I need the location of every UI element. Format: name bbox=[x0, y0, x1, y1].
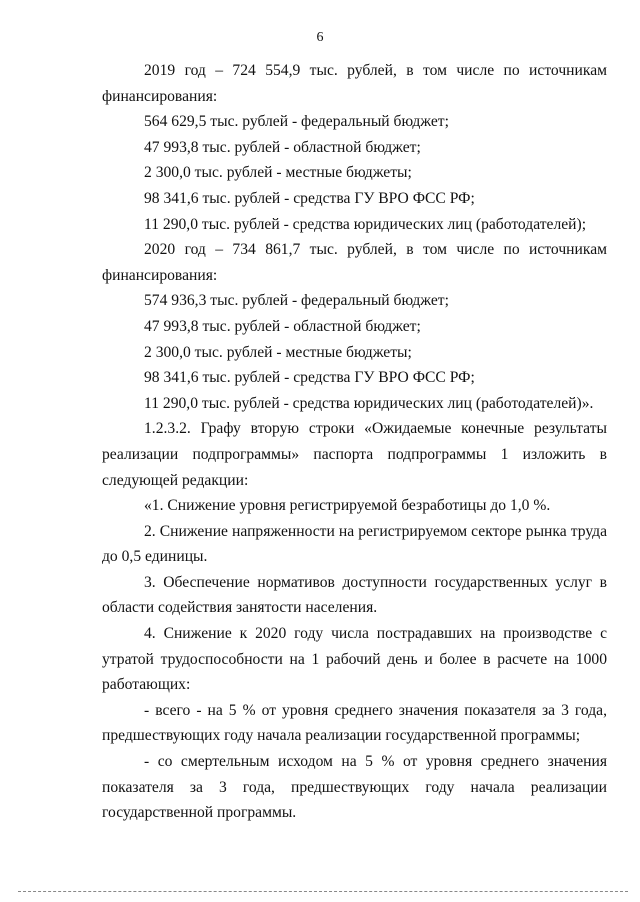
paragraph-2020-local: 2 300,0 тыс. рублей - местные бюджеты; bbox=[144, 343, 412, 361]
paragraph-result-1: «1. Снижение уровня регистрируемой безработицы до 1,0 %. bbox=[144, 497, 551, 515]
paragraph-2020-federal: 574 936,3 тыс. рублей - федеральный бюджет; bbox=[144, 292, 449, 310]
paragraph-2020-regional: 47 993,8 тыс. рублей - областной бюджет; bbox=[144, 317, 421, 335]
page-number: 6 bbox=[316, 30, 324, 45]
paragraph-2019-regional: 47 993,8 тыс. рублей - областной бюджет; bbox=[144, 138, 421, 156]
paragraph-amendment-intro: 1.2.3.2. Графу вторую строки «Ожидаемые конечные результаты реализации подпрограммы» паспорта подпрограммы 1 изложить в следующей редакции: bbox=[102, 420, 607, 489]
paragraph-2019-fss: 98 341,6 тыс. рублей - средства ГУ ВРО ФСС РФ; bbox=[144, 189, 475, 207]
paragraph-result-4-fatal: - со смертельным исходом на 5 % от уровня среднего значения показателя за 3 года, предшествующих году начала реализации государственной программы. bbox=[102, 753, 607, 822]
paragraph-2020-total: 2020 год – 734 861,7 тыс. рублей, в том числе по источникам финансирования: bbox=[102, 241, 607, 284]
paragraph-result-3: 3. Обеспечение нормативов доступности государственных услуг в области содействия занятости населения. bbox=[102, 573, 607, 617]
document-body bbox=[102, 58, 607, 826]
scan-edge-line bbox=[18, 891, 628, 892]
paragraph-2019-local: 2 300,0 тыс. рублей - местные бюджеты; bbox=[144, 164, 412, 182]
paragraph-result-2: 2. Снижение напряженности на регистрируемом секторе рынка труда до 0,5 единицы. bbox=[102, 522, 607, 566]
paragraph-2019-federal: 564 629,5 тыс. рублей - федеральный бюджет; bbox=[144, 113, 449, 131]
paragraph-2019-total: 2019 год – 724 554,9 тыс. рублей, в том числе по источникам финансирования: bbox=[102, 62, 607, 105]
paragraph-2019-employers: 11 290,0 тыс. рублей - средства юридических лиц (работодателей); bbox=[144, 215, 587, 233]
paragraph-result-4: 4. Снижение к 2020 году числа пострадавших на производстве с утратой трудоспособности на 1 рабочий день и более в расчете на 1000 работающих: bbox=[102, 625, 607, 694]
paragraph-result-4-total: - всего - на 5 % от уровня среднего значения показателя за 3 года, предшествующих году начала реализации государственной программы; bbox=[102, 701, 607, 745]
paragraph-2020-fss: 98 341,6 тыс. рублей - средства ГУ ВРО ФСС РФ; bbox=[144, 369, 475, 387]
paragraph-2020-employers: 11 290,0 тыс. рублей - средства юридических лиц (работодателей)». bbox=[144, 394, 594, 412]
